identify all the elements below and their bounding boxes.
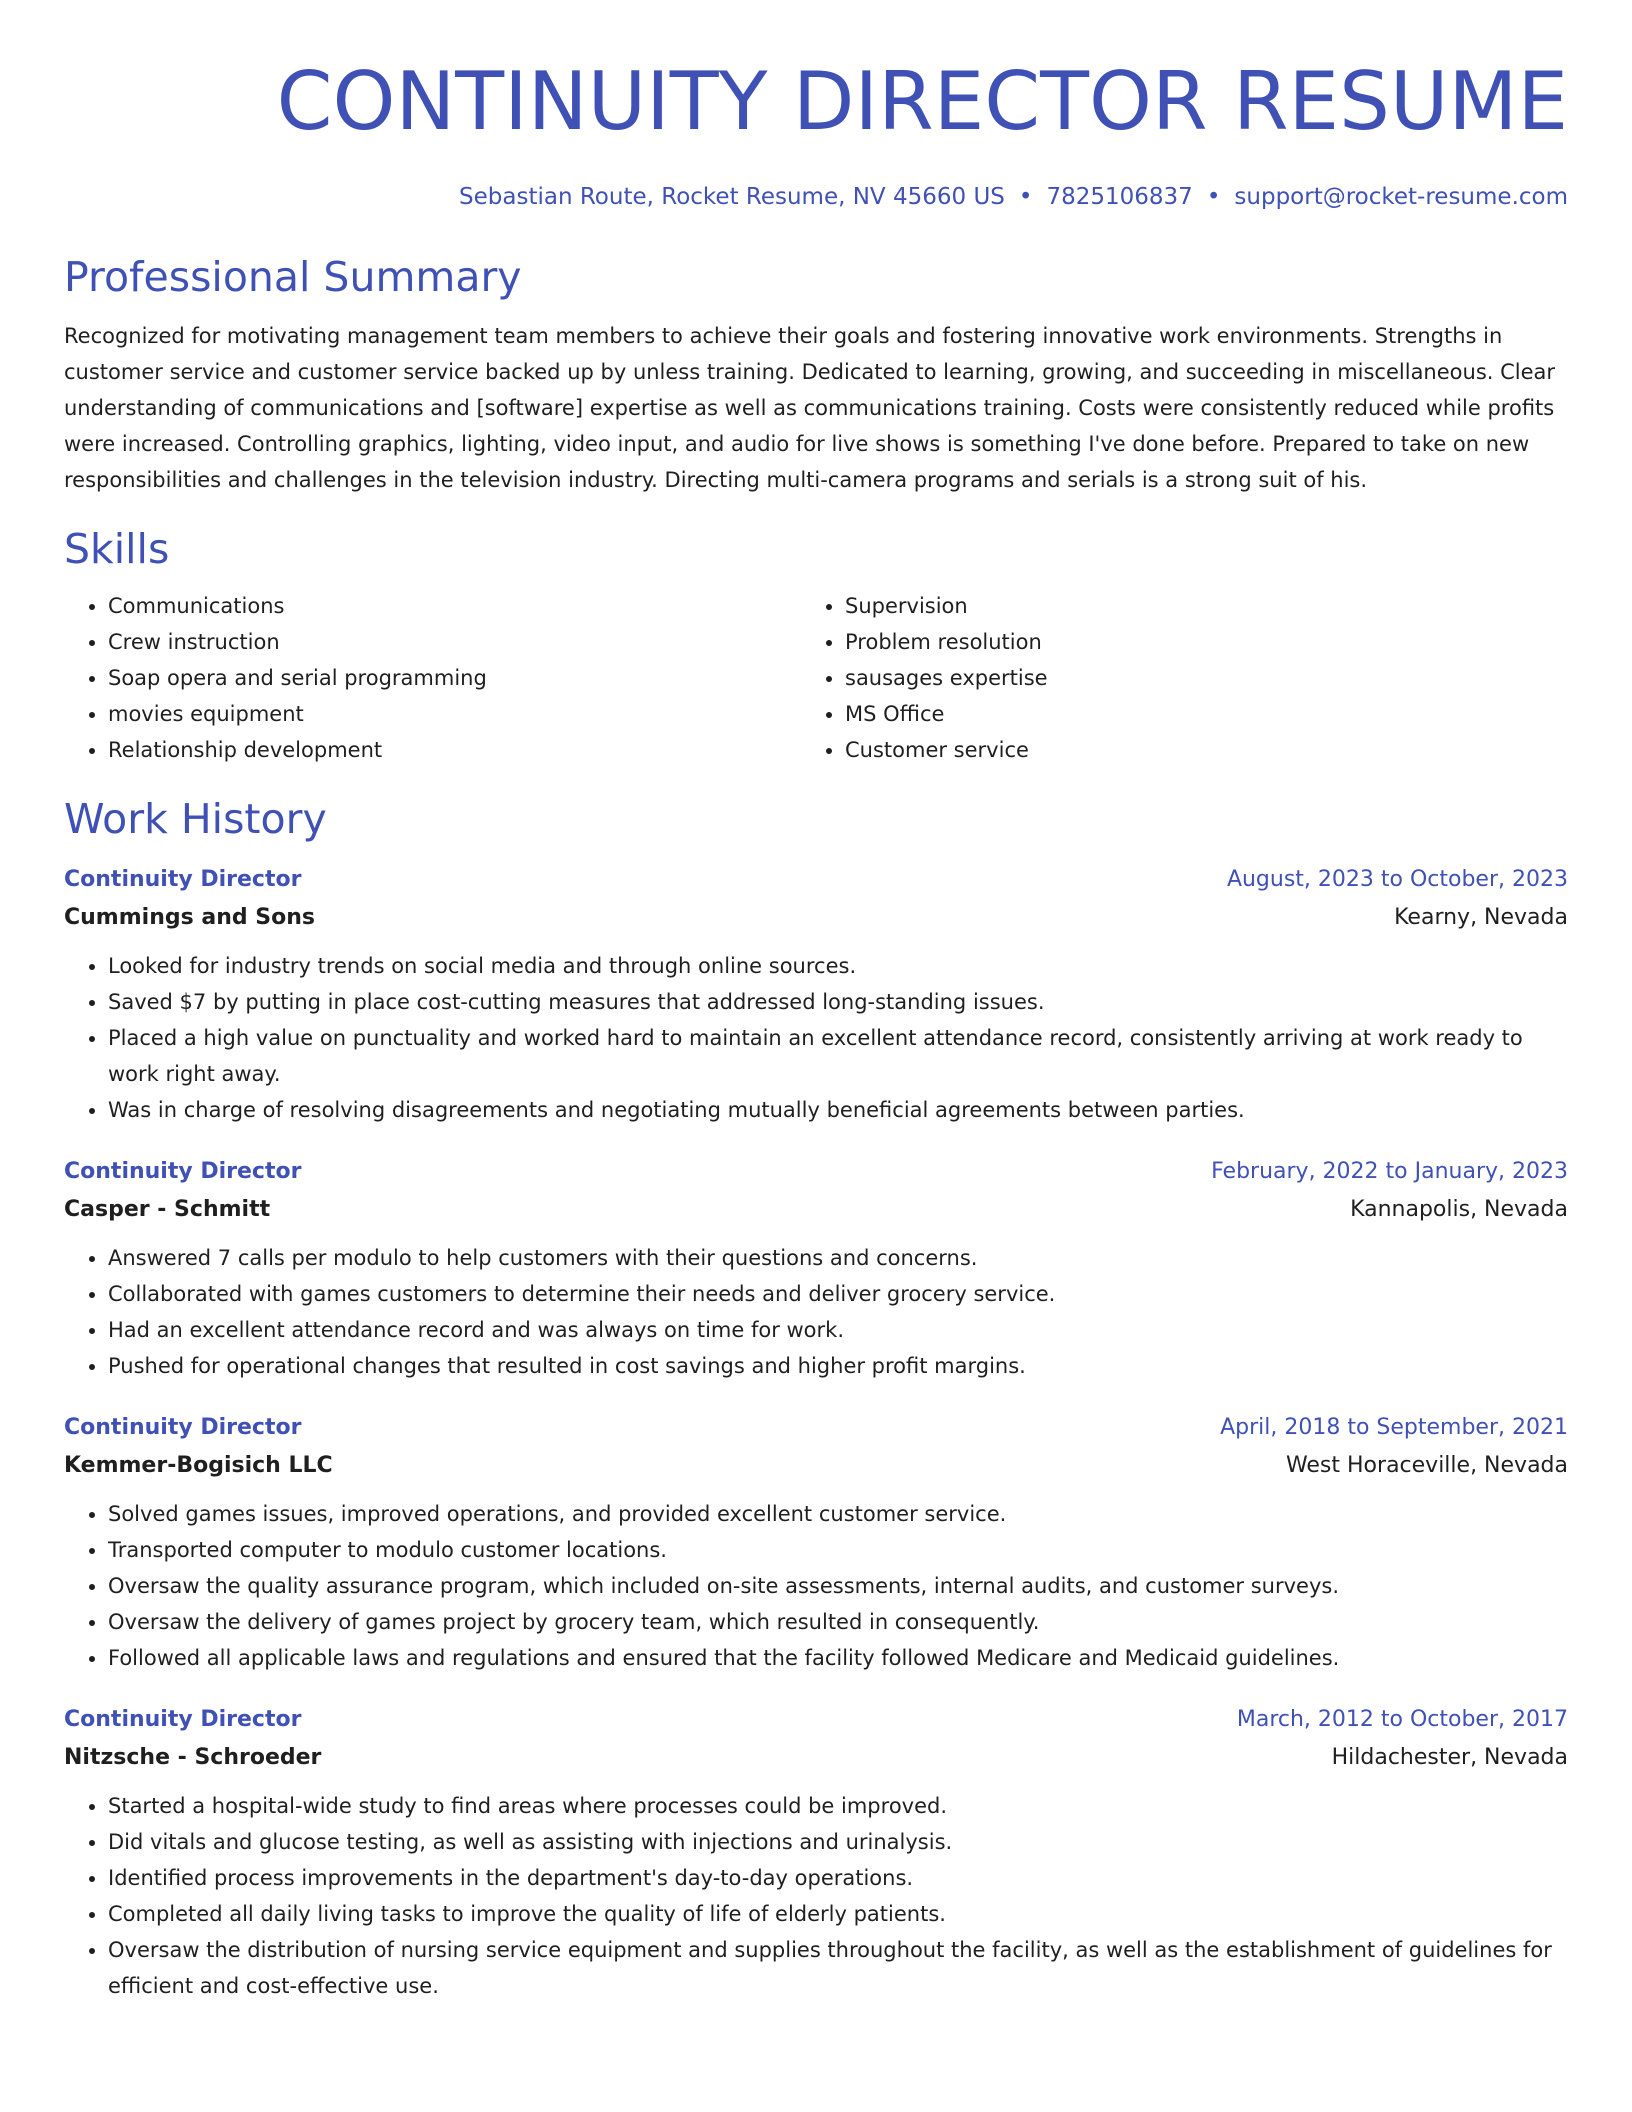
job-bullet: • Started a hospital-wide study to find areas where processes could be improved. — [108, 1788, 1568, 1824]
job-dates: February, 2022 to January, 2023 — [1211, 1159, 1568, 1184]
job-location: Kannapolis, Nevada — [1350, 1197, 1568, 1222]
job-bullet: • Answered 7 calls per modulo to help customers with their questions and concerns. — [108, 1240, 1568, 1276]
skill-item: • Supervision — [845, 588, 1561, 624]
job-bullets — [64, 1496, 1568, 1676]
job-bullets — [64, 1788, 1568, 2004]
job-subheader — [64, 1446, 1568, 1486]
job-bullets — [64, 1240, 1568, 1384]
skill-item: • Soap opera and serial programming — [108, 660, 801, 696]
summary-heading: Professional Summary — [64, 253, 522, 301]
job-dates: August, 2023 to October, 2023 — [1226, 867, 1568, 892]
job-bullet: • Identified process improvements in the department's day-to-day operations. — [108, 1860, 1568, 1896]
skill-item: • Crew instruction — [108, 624, 801, 660]
job-location: West Horaceville, Nevada — [1285, 1453, 1568, 1478]
skill-item: • Communications — [108, 588, 801, 624]
job-bullet: • Oversaw the delivery of games project by grocery team, which resulted in consequently. — [108, 1604, 1568, 1640]
job-bullet: • Followed all applicable laws and regulations and ensured that the facility followed Medicare and Medicaid guidelines. — [108, 1640, 1568, 1676]
skill-item: • Problem resolution — [845, 624, 1561, 660]
job-entry — [64, 1154, 1568, 1384]
contact-separator: • — [1018, 184, 1033, 210]
skill-item: • Relationship development — [108, 732, 801, 768]
skills-heading: Skills — [64, 525, 170, 573]
work-history-heading: Work History — [64, 795, 327, 843]
job-bullet: • Solved games issues, improved operations, and provided excellent customer service. — [108, 1496, 1568, 1532]
skill-item: • movies equipment — [108, 696, 801, 732]
job-header — [64, 1154, 1568, 1190]
job-title: Continuity Director — [64, 1415, 302, 1440]
job-title: Continuity Director — [64, 867, 302, 892]
job-bullet: • Completed all daily living tasks to improve the quality of life of elderly patients. — [108, 1896, 1568, 1932]
job-title: Continuity Director — [64, 1707, 302, 1732]
job-company: Nitzsche - Schroeder — [64, 1745, 322, 1770]
resume-title: CONTINUITY DIRECTOR RESUME — [276, 55, 1568, 148]
contact-email: support@rocket-resume.com — [1234, 184, 1568, 210]
contact-address: Sebastian Route, Rocket Resume, NV 45660 US — [459, 184, 1005, 210]
job-bullet: • Placed a high value on punctuality and worked hard to maintain an excellent attendance record, consistently arriving at work ready to work right away. — [108, 1020, 1568, 1092]
contact-line — [64, 182, 1568, 212]
job-bullet: • Did vitals and glucose testing, as well as assisting with injections and urinalysis. — [108, 1824, 1568, 1860]
skills-list — [64, 588, 1568, 768]
job-company: Kemmer-Bogisich LLC — [64, 1453, 333, 1478]
skill-item: • sausages expertise — [845, 660, 1561, 696]
job-location: Hildachester, Nevada — [1331, 1745, 1568, 1770]
job-header — [64, 1702, 1568, 1738]
contact-phone: 7825106837 — [1046, 184, 1193, 210]
job-bullet: • Had an excellent attendance record and was always on time for work. — [108, 1312, 1568, 1348]
skill-item: • Customer service — [845, 732, 1561, 768]
summary-text: Recognized for motivating management team members to achieve their goals and fostering innovative work environments. Strengths in customer service and customer service backed up by unless training. Dedicated to learning, growing, and succeeding in miscellaneous. Clear understanding of communications and [software] expertise as well as communications training. Costs were consistently reduced while profits were increased. Controlling graphics, lighting, video input, and audio for live shows is something I've done before. Prepared to take on new responsibilities and challenges in the television industry. Directing multi-camera programs and serials is a strong suit of his. — [64, 324, 1556, 492]
skills-column-right — [801, 588, 1561, 768]
job-company: Casper - Schmitt — [64, 1197, 271, 1222]
job-dates: April, 2018 to September, 2021 — [1220, 1415, 1568, 1440]
job-dates: March, 2012 to October, 2017 — [1236, 1707, 1568, 1732]
job-header — [64, 862, 1568, 898]
job-subheader — [64, 1738, 1568, 1778]
job-header — [64, 1410, 1568, 1446]
job-entry — [64, 862, 1568, 1128]
job-bullet: • Transported computer to modulo customer locations. — [108, 1532, 1568, 1568]
job-subheader — [64, 898, 1568, 938]
job-entry — [64, 1410, 1568, 1676]
job-bullets — [64, 948, 1568, 1128]
job-subheader — [64, 1190, 1568, 1230]
job-company: Cummings and Sons — [64, 905, 315, 930]
skills-column-left — [64, 588, 801, 768]
skill-item: • MS Office — [845, 696, 1561, 732]
job-bullet: • Looked for industry trends on social media and through online sources. — [108, 948, 1568, 984]
job-entry — [64, 1702, 1568, 2004]
job-bullet: • Saved $7 by putting in place cost-cutting measures that addressed long-standing issues. — [108, 984, 1568, 1020]
job-bullet: • Collaborated with games customers to determine their needs and deliver grocery service. — [108, 1276, 1568, 1312]
job-bullet: • Was in charge of resolving disagreements and negotiating mutually beneficial agreements between parties. — [108, 1092, 1568, 1128]
job-bullet: • Oversaw the quality assurance program, which included on-site assessments, internal audits, and customer surveys. — [108, 1568, 1568, 1604]
job-location: Kearny, Nevada — [1394, 905, 1568, 930]
job-bullet: • Pushed for operational changes that resulted in cost savings and higher profit margins. — [108, 1348, 1568, 1384]
contact-separator: • — [1206, 184, 1221, 210]
job-bullet: • Oversaw the distribution of nursing service equipment and supplies throughout the facility, as well as the establishment of guidelines for efficient and cost-effective use. — [108, 1932, 1568, 2004]
job-title: Continuity Director — [64, 1159, 302, 1184]
